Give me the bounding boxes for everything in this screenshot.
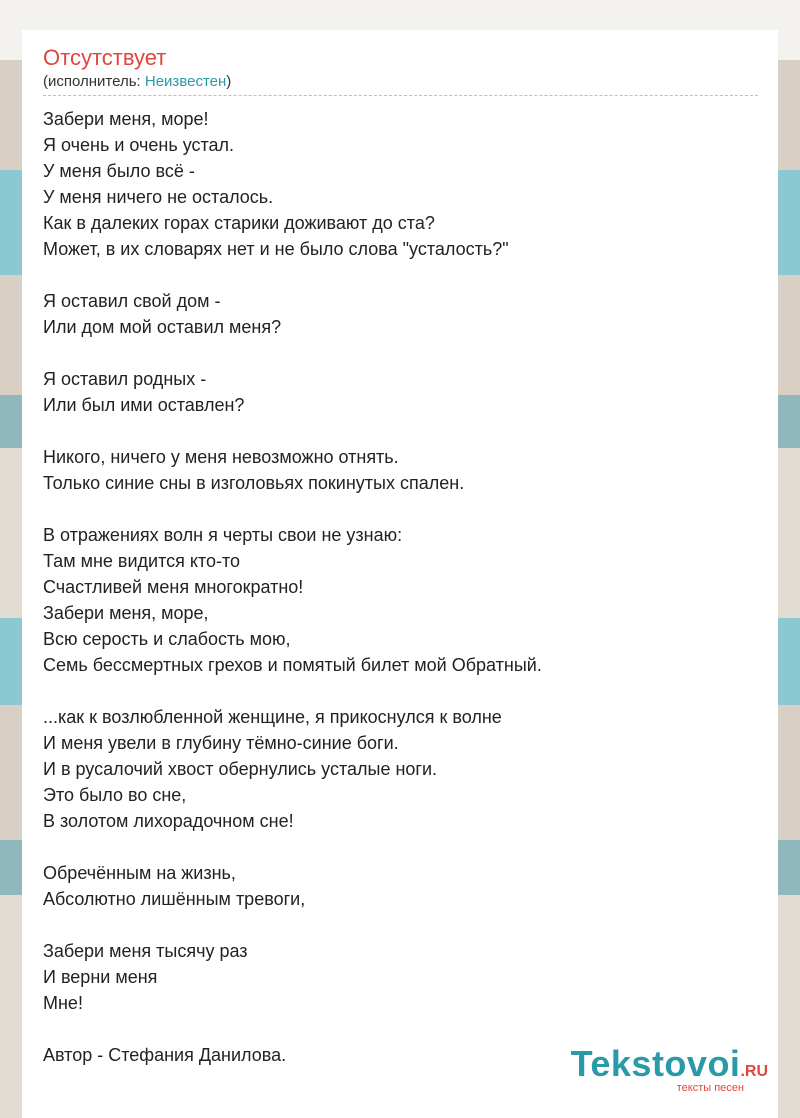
stanza-break — [43, 912, 758, 938]
lyric-line: Никого, ничего у меня невозможно отнять. — [43, 447, 399, 467]
lyrics-sheet — [22, 30, 778, 1118]
performer-link[interactable]: Неизвестен — [144, 73, 227, 90]
lyric-line: Там мне видится кто-то — [43, 551, 241, 571]
lyric-line: Семь бессмертных грехов и помятый билет мой Обратный. — [43, 655, 542, 675]
lyric-line: И в русалочий хвост обернулись усталые ноги. — [43, 759, 438, 779]
lyric-line: И верни меня — [43, 967, 158, 987]
lyric-line: И меня увели в глубину тёмно-синие боги. — [43, 733, 399, 753]
lyric-line: Забери меня, море, — [43, 603, 209, 623]
logo-tld: .RU — [740, 1063, 768, 1080]
lyrics-text — [43, 106, 758, 1068]
stanza-break — [43, 418, 758, 444]
lyric-line: Как в далеких горах старики доживают до ста? — [43, 213, 435, 233]
stanza-break — [43, 1016, 758, 1042]
lyric-line: Может, в их словарях нет и не было слова "усталость?" — [43, 239, 509, 259]
stanza-break — [43, 678, 758, 704]
stanza-break — [43, 262, 758, 288]
lyric-line: Всю серость и слабость мою, — [43, 629, 291, 649]
lyric-line: ...как к возлюбленной женщине, я прикоснулся к волне — [43, 707, 502, 727]
stanza-break — [43, 340, 758, 366]
lyric-line: Я очень и очень устал. — [43, 135, 235, 155]
lyric-line: Обречённым на жизнь, — [43, 863, 236, 883]
lyric-line: У меня было всё - — [43, 161, 195, 181]
lyric-line: Счастливей меня многократно! — [43, 577, 304, 597]
lyric-line: Абсолютно лишённым тревоги, — [43, 889, 306, 909]
lyric-line: Только синие сны в изголовьях покинутых спален. — [43, 473, 465, 493]
stanza-break — [43, 834, 758, 860]
song-title: Отсутствует — [43, 45, 167, 70]
logo-tagline: тексты песен — [676, 1082, 744, 1094]
performer-suffix: ) — [226, 73, 232, 90]
lyric-line: В отражениях волн я черты свои не узнаю: — [43, 525, 403, 545]
performer-prefix: (исполнитель: — [43, 73, 145, 90]
lyric-line: Я оставил родных - — [43, 369, 207, 389]
lyric-line: Мне! — [43, 993, 83, 1013]
performer-line — [43, 72, 758, 96]
site-logo[interactable] — [570, 1043, 768, 1094]
lyric-line: Или дом мой оставил меня? — [43, 317, 282, 337]
lyric-line: Автор - Стефания Данилова. — [43, 1045, 287, 1065]
lyric-line: Это было во сне, — [43, 785, 187, 805]
lyric-line: Или был ими оставлен? — [43, 395, 245, 415]
logo-word: Tekstovoi — [570, 1043, 741, 1084]
lyric-line: Забери меня, море! — [43, 109, 209, 129]
stanza-break — [43, 496, 758, 522]
lyric-line: У меня ничего не осталось. — [43, 187, 274, 207]
lyric-line: Забери меня тысячу раз — [43, 941, 248, 961]
lyric-line: В золотом лихорадочном сне! — [43, 811, 294, 831]
lyric-line: Я оставил свой дом - — [43, 291, 221, 311]
